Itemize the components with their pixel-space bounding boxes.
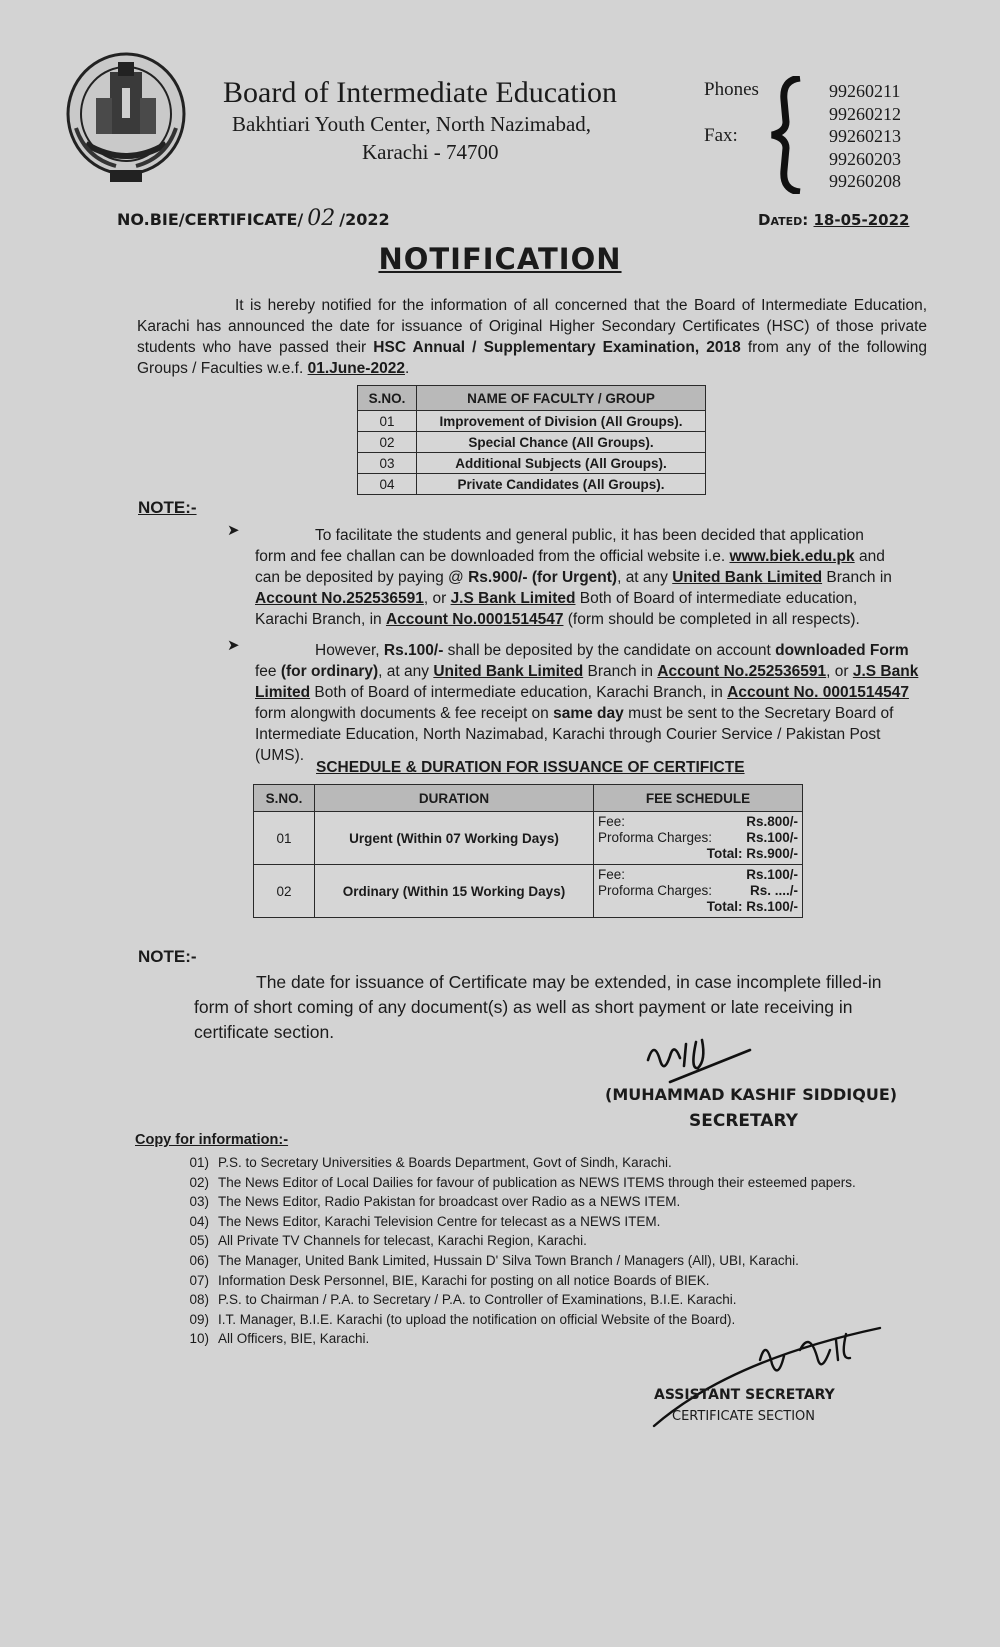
b2-text-7: Both of Board of intermediate education, Karachi Branch, in — [310, 684, 728, 701]
b2-text-8: form alongwith documents & fee receipt on — [255, 705, 554, 722]
b1-website: www.biek.edu.pk — [729, 548, 855, 565]
table-cell: Special Chance (All Groups). — [417, 432, 706, 453]
list-item-number: 06) — [189, 1252, 209, 1268]
note2-text: The date for issuance of Certificate may be extended, in case incomplete filled-in form of short coming of any document(s) as well as short payment or late receiving in certificate section. — [194, 972, 882, 1042]
intro-text-2: from any of the following Groups / Faculties w.e.f. — [137, 339, 928, 377]
b2-text-2: shall be deposited by the candidate on account — [443, 642, 776, 659]
list-item-text: I.T. Manager, B.I.E. Karachi (to upload the notification on official Website of the Board). — [218, 1311, 736, 1327]
b1-text-5: , or — [423, 590, 451, 607]
fee-label: Fee: — [598, 814, 626, 829]
table-cell: 03 — [358, 453, 417, 474]
list-item-text: The News Editor, Radio Pakistan for broadcast over Radio as a NEWS ITEM. — [218, 1194, 681, 1210]
table-cell: 02 — [254, 865, 315, 918]
fee-value: Rs.800/- — [746, 814, 798, 829]
total-value: Rs.100/- — [746, 899, 798, 914]
list-item — [179, 1153, 899, 1173]
b2-text-5: Branch in — [583, 663, 658, 680]
phone-number-5: 99260208 — [829, 171, 901, 191]
dated — [758, 211, 909, 229]
table-cell: Private Candidates (All Groups). — [417, 474, 706, 495]
table-row — [358, 453, 706, 474]
total-value: Rs.900/- — [746, 846, 798, 861]
b1-text: To facilitate the students and general public, it has been decided that application form and fee challan can be downloaded from the official website i.e. — [255, 527, 864, 565]
bullet-1-paragraph — [255, 525, 895, 630]
b2-downloaded-form: downloaded Form — [775, 642, 909, 659]
list-item — [179, 1192, 899, 1212]
table-row — [254, 812, 803, 865]
table-cell: 04 — [358, 474, 417, 495]
list-item-text: The News Editor, Karachi Television Centre for telecast as a NEWS ITEM. — [218, 1213, 661, 1229]
dated-value: 18-05-2022 — [813, 211, 910, 229]
table-cell: 01 — [358, 411, 417, 432]
list-item-text: The Manager, United Bank Limited, Hussain D' Silva Town Branch / Managers (All), UBI, Karachi. — [218, 1252, 799, 1268]
list-item — [179, 1231, 899, 1251]
copy-heading: Copy for information:- — [135, 1132, 289, 1148]
b2-bank2: J.S Bank Limited — [255, 663, 919, 701]
b1-text-2: and can be deposited by paying @ — [255, 548, 885, 586]
phone-number-3: 99260213 — [829, 126, 901, 146]
schedule-heading: SCHEDULE & DURATION FOR ISSUANCE OF CERTIFICTE — [316, 759, 745, 776]
fee-label: Fee: — [598, 867, 626, 882]
table-cell: 01 — [254, 812, 315, 865]
list-item-number: 04) — [189, 1213, 209, 1229]
org-address-line2: Karachi - 74700 — [362, 140, 499, 164]
schedule-table-header — [254, 785, 803, 812]
table-cell: 02 — [358, 432, 417, 453]
total-label: Total: — [706, 899, 743, 914]
list-item-number: 09) — [189, 1311, 209, 1327]
brace-icon — [768, 76, 808, 194]
table-row — [254, 865, 803, 918]
b2-text: However, — [315, 642, 384, 659]
b1-account2: Account No.0001514547 — [385, 611, 564, 628]
table-row — [358, 432, 706, 453]
list-item — [179, 1251, 899, 1271]
schedule-col-duration: DURATION — [315, 785, 594, 812]
total-label: Total: — [706, 846, 743, 861]
intro-paragraph — [137, 295, 927, 379]
list-item-number: 08) — [189, 1292, 209, 1308]
phone-numbers — [829, 80, 901, 193]
fee-value: Rs.100/- — [746, 867, 798, 882]
b1-amount: Rs.900/- (for Urgent) — [468, 569, 618, 586]
faculty-col-name: NAME OF FACULTY / GROUP — [417, 386, 706, 411]
table-cell: Urgent (Within 07 Working Days) — [315, 812, 594, 865]
list-item-number: 10) — [189, 1331, 209, 1347]
b2-same-day: same day — [553, 705, 624, 722]
b2-text-6: , or — [826, 663, 853, 680]
table-row — [358, 411, 706, 432]
faculty-col-sno: S.NO. — [358, 386, 417, 411]
table-cell: Additional Subjects (All Groups). — [417, 453, 706, 474]
intro-text: It is hereby notified for the information of all concerned that the Board of Intermediate Education, Karachi has announced the date for issuance of Original Higher Secondary Certificates (HSC) of those private students who have passed their — [137, 297, 927, 356]
b1-text-3: , at any — [617, 569, 673, 586]
fax-label: Fax: — [704, 125, 738, 146]
list-item — [179, 1290, 899, 1310]
table-row — [358, 474, 706, 495]
list-item — [179, 1271, 899, 1291]
assistant-secretary-title: ASSISTANT SECRETARY — [654, 1387, 835, 1403]
proforma-label: Proforma Charges: — [598, 830, 713, 845]
proforma-value: Rs. ..../- — [749, 883, 798, 898]
list-item-text: All Officers, BIE, Karachi. — [218, 1331, 370, 1347]
reference-prefix: NO.BIE/CERTIFICATE/ — [117, 210, 304, 229]
page-title: NOTIFICATION — [378, 242, 622, 276]
b2-amount: Rs.100/- — [383, 642, 444, 659]
secretary-title: SECRETARY — [689, 1111, 798, 1131]
list-item-text: The News Editor of Local Dailies for favour of publication as NEWS ITEMS through their esteemed papers. — [218, 1174, 856, 1190]
list-item-number: 01) — [189, 1155, 209, 1170]
dated-label: Dated: — [758, 211, 809, 229]
b2-text-4: , at any — [378, 663, 434, 680]
b2-bank1: United Bank Limited — [433, 663, 584, 680]
b1-bank2: J.S Bank Limited — [450, 590, 576, 607]
b2-text-9: must be sent to the Secretary Board of Intermediate Education, North Nazimabad, Karachi through Courier Service / Pakistan Post (UMS). — [255, 705, 894, 764]
intro-text-3: . — [404, 360, 410, 377]
reference-number — [117, 206, 390, 231]
list-item — [179, 1212, 899, 1232]
bullet-arrow-icon: ➤ — [227, 522, 240, 539]
intro-date: 01.June-2022 — [307, 360, 405, 377]
schedule-col-sno: S.NO. — [254, 785, 315, 812]
list-item-number: 02) — [189, 1174, 209, 1190]
note-label: NOTE:- — [138, 498, 197, 517]
faculty-table-header — [358, 386, 706, 411]
bie-emblem-logo — [66, 48, 192, 188]
list-item-number: 05) — [189, 1233, 209, 1249]
list-item-text: Information Desk Personnel, BIE, Karachi for posting on all notice Boards of BIEK. — [218, 1272, 710, 1288]
b1-text-7: (form should be completed in all respects). — [563, 611, 860, 628]
b2-text-3: fee — [255, 663, 281, 680]
reference-handwritten-number: 02 — [307, 206, 336, 231]
fee-cell — [594, 812, 803, 865]
table-cell: Improvement of Division (All Groups). — [417, 411, 706, 432]
b1-bank1: United Bank Limited — [672, 569, 823, 586]
fee-cell — [594, 865, 803, 918]
proforma-value: Rs.100/- — [746, 830, 798, 845]
list-item-number: 07) — [189, 1272, 209, 1288]
secretary-name: (MUHAMMAD KASHIF SIDDIQUE) — [605, 1085, 898, 1104]
phone-number-4: 99260203 — [829, 148, 901, 169]
proforma-label: Proforma Charges: — [598, 883, 713, 898]
list-item-number: 03) — [189, 1194, 209, 1210]
b2-account1: Account No.252536591 — [657, 663, 827, 680]
note2-label: NOTE:- — [138, 947, 197, 966]
bullet-2-paragraph — [255, 640, 925, 766]
b1-text-6: Both of Board of intermediate education, Karachi Branch, in — [255, 590, 858, 628]
org-name: Board of Intermediate Education — [223, 76, 618, 109]
phone-number-2: 99260212 — [829, 103, 901, 124]
b2-for-ordinary: (for ordinary) — [280, 663, 379, 680]
table-cell: Ordinary (Within 15 Working Days) — [315, 865, 594, 918]
b1-text-4: Branch in — [822, 569, 892, 586]
faculty-table — [357, 385, 706, 495]
schedule-col-fee: FEE SCHEDULE — [594, 785, 803, 812]
schedule-table — [253, 784, 803, 918]
phone-number-1: 99260211 — [829, 81, 901, 101]
list-item-text: All Private TV Channels for telecast, Karachi Region, Karachi. — [218, 1233, 587, 1249]
intro-exam: HSC Annual / Supplementary Examination, 2018 — [373, 339, 741, 356]
bullet-arrow-icon: ➤ — [227, 637, 240, 654]
b1-account1: Account No.252536591 — [255, 590, 424, 607]
list-item — [179, 1173, 899, 1193]
list-item-text: P.S. to Secretary Universities & Boards Department, Govt of Sindh, Karachi. — [218, 1155, 672, 1170]
b2-account2: Account No. 0001514547 — [727, 684, 909, 701]
list-item-text: P.S. to Chairman / P.A. to Secretary / P.A. to Controller of Examinations, B.I.E. Karachi. — [218, 1292, 737, 1308]
assistant-secretary-section: CERTIFICATE SECTION — [672, 1409, 815, 1424]
phones-label: Phones — [704, 79, 759, 100]
reference-year: /2022 — [339, 210, 390, 229]
signature — [640, 1030, 760, 1090]
org-address-line1: Bakhtiari Youth Center, North Nazimabad, — [232, 112, 592, 136]
